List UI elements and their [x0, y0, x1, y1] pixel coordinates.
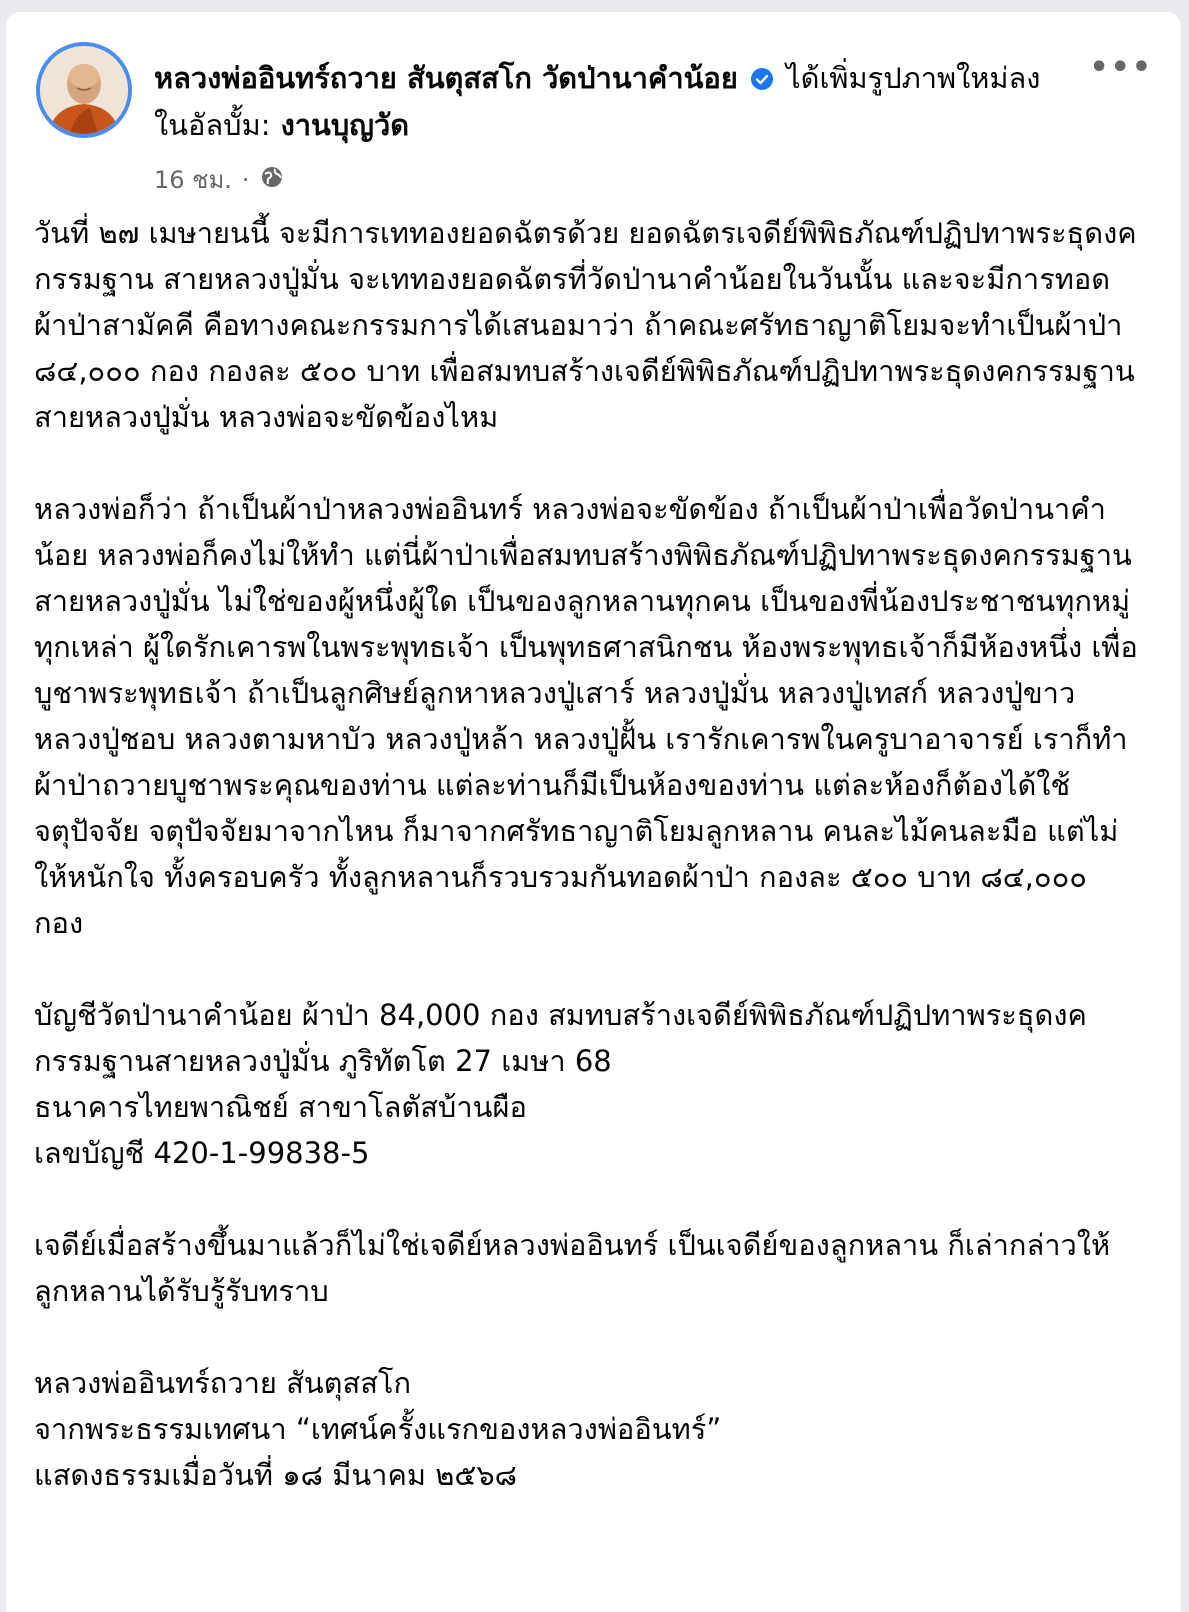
post-paragraph: วันที่ ๒๗ เมษายนนี้ จะมีการเททองยอดฉัตรด้วย ยอดฉัตรเจดีย์พิพิธภัณฑ์ปฏิปทาพระธุดงคกรรมฐาน สายหลวงปู่มั่น จะเททองยอดฉัตรที่วัดป่านาคำน้อยในวันนั้น และจะมีการทอดผ้าป่าสามัคคี คือทางคณะกรรมการได้เสนอมาว่า ถ้าคณะศรัทธาญาติโยมจะทำเป็นผ้าป่า ๘๔,๐๐๐ กอง กองละ ๕๐๐ บาท เพื่อสมทบสร้างเจดีย์พิพิธภัณฑ์ปฏิปทาพระธุดงคกรรมฐาน สายหลวงปู่มั่น หลวงพ่อจะขัดข้องไหม [34, 216, 1137, 434]
globe-icon[interactable] [260, 165, 284, 195]
post-body [34, 210, 1144, 1498]
post-paragraph: บัญชีวัดป่านาคำน้อย ผ้าป่า 84,000 กอง สมทบสร้างเจดีย์พิพิธภัณฑ์ปฏิปทาพระธุดงคกรรมฐานสายหลวงปู่มั่น ภูริทัตโต 27 เมษา 68 ธนาคารไทยพาณิชย์ สาขาโลตัสบ้านผือ เลขบัญชี 420-1-99838-5 [34, 998, 1087, 1170]
avatar[interactable] [36, 42, 132, 138]
post-paragraph: เจดีย์เมื่อสร้างขึ้นมาแล้วก็ไม่ใช่เจดีย์หลวงพ่ออินทร์ เป็นเจดีย์ของลูกหลาน ก็เล่ากล่าวให้ลูกหลานได้รับรู้รับทราบ [34, 1228, 1111, 1308]
post-action-text: ได้เพิ่มรูปภาพใหม่ลงในอัลบั้ม: [154, 61, 1041, 142]
post-card [6, 12, 1181, 1612]
monk-portrait-icon [40, 46, 128, 134]
post-meta [154, 160, 284, 199]
post-timestamp[interactable]: 16 ชม. [154, 166, 232, 194]
post-paragraph: หลวงพ่ออินทร์ถวาย สันตุสสโก จากพระธรรมเทศนา “เทศน์ครั้งแรกของหลวงพ่ออินทร์” แสดงธรรมเมื่อวันที่ ๑๘ มีนาคม ๒๕๖๘ [34, 1366, 722, 1492]
more-options-icon[interactable]: ••• [1089, 50, 1153, 85]
post-paragraph: หลวงพ่อก็ว่า ถ้าเป็นผ้าป่าหลวงพ่ออินทร์ หลวงพ่อจะขัดข้อง ถ้าเป็นผ้าป่าเพื่อวัดป่านาคำน้อย หลวงพ่อก็คงไม่ให้ทำ แต่นี่ผ้าป่าเพื่อสมทบสร้างพิพิธภัณฑ์ปฏิปทาพระธุดงคกรรมฐานสายหลวงปู่มั่น ไม่ใช่ของผู้หนึ่งผู้ใด เป็นของลูกหลานทุกคน เป็นของพี่น้องประชาชนทุกหมู่ทุกเหล่า ผู้ใดรักเคารพในพระพุทธเจ้า เป็นพุทธศาสนิกชน ห้องพระพุทธเจ้าก็มีห้องหนึ่ง เพื่อบูชาพระพุทธเจ้า ถ้าเป็นลูกศิษย์ลูกหาหลวงปู่เสาร์ หลวงปู่มั่น หลวงปู่เทสก์ หลวงปู่ขาว หลวงปู่ชอบ หลวงตามหาบัว หลวงปู่หล้า หลวงปู่ฝั้น เรารักเคารพในครูบาอาจารย์ เราก็ทำผ้าป่าถวายบูชาพระคุณของท่าน แต่ละท่านก็มีเป็นห้องของท่าน แต่ละห้องก็ต้องได้ใช้จตุปัจจัย จตุปัจจัยมาจากไหน ก็มาจากศรัทธาญาติโยมลูกหลาน คนละไม้คนละมือ แต่ไม่ให้หนักใจ ทั้งครอบครัว ทั้งลูกหลานก็รวบรวมกันทอดผ้าป่า กองละ ๕๐๐ บาท ๘๔,๐๐๐ กอง [34, 492, 1138, 940]
meta-separator: · [241, 165, 250, 194]
author-name[interactable]: หลวงพ่ออินทร์ถวาย สันตุสสโก วัดป่านาคำน้อย [154, 61, 738, 95]
verified-badge-icon [750, 59, 774, 103]
post-header [154, 56, 1064, 147]
album-name[interactable]: งานบุญวัด [280, 108, 410, 142]
